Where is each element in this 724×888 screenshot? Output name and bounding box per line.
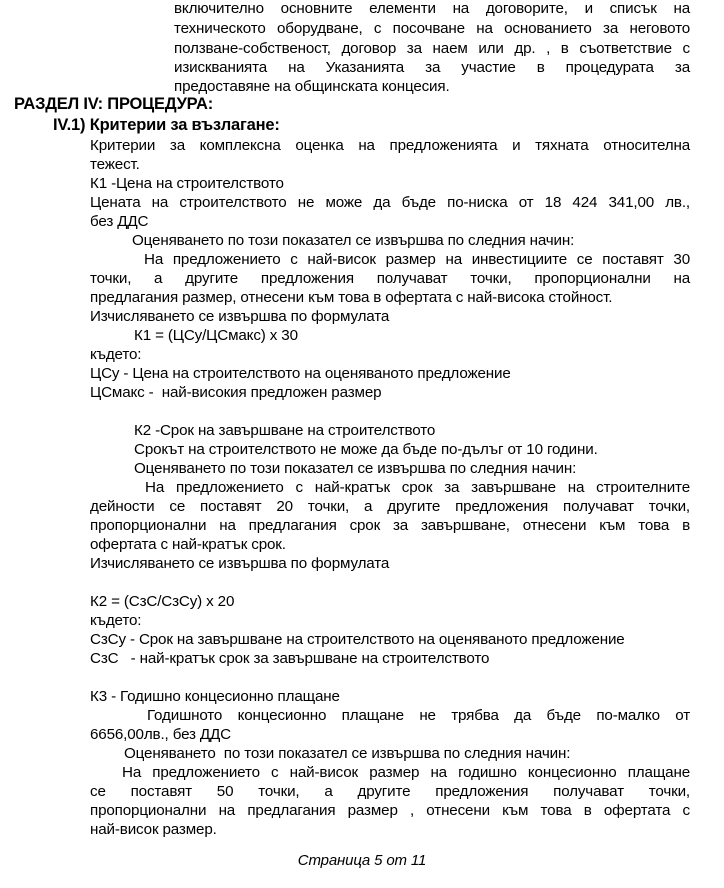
subsection-heading: IV.1) Критерии за възлагане: <box>53 116 280 134</box>
formula: К1 = (ЦСу/ЦСмакс) х 30 <box>134 327 298 344</box>
text-line: пропорционални на предлагания размер , отнесени към това в офертата с <box>90 802 690 819</box>
section-heading: РАЗДЕЛ IV: ПРОЦЕДУРА: <box>14 95 214 113</box>
formula-intro: Изчисляването се извършва по формулата <box>90 308 390 325</box>
text-line: 6656,00лв., без ДДС <box>90 726 232 743</box>
criterion-title: К3 - Годишно концесионно плащане <box>90 688 340 705</box>
text-line: точки, а другите предложения получават точки, пропорционални на <box>90 270 690 287</box>
text-line: Критерии за комплексна оценка на предложенията и тяхната относителна <box>90 137 690 154</box>
criterion-title: К1 -Цена на строителството <box>90 175 284 192</box>
criterion-title: К2 -Срок на завършване на строителството <box>134 422 436 439</box>
text-line: офертата с най-кратък срок. <box>90 536 286 553</box>
formula: К2 = (СзС/СзСу) х 20 <box>90 593 235 610</box>
text-line: включително основните елементи на договорите, и списък на <box>174 0 690 17</box>
where-label: където: <box>90 346 142 363</box>
definition: ЦСу - Цена на строителството на оценяваното предложение <box>90 365 511 382</box>
text-line: дейности се поставят 20 точки, а другите предложения получават точки, <box>90 498 690 515</box>
text-line: На предложението с най-висок размер на инвестициите се поставят 30 <box>144 251 690 268</box>
formula-intro: Изчисляването се извършва по формулата <box>90 555 390 572</box>
method-intro: Оценяването по този показател се извършва по следния начин: <box>134 460 577 477</box>
text-line: изискванията на Указанията за участие в процедурата за <box>174 59 690 76</box>
text-line: тежест. <box>90 156 140 173</box>
text-line: най-висок размер. <box>90 821 217 838</box>
text-line: пропорционални на предлагания срок за завършване, отнесени към това в <box>90 517 690 534</box>
text-line: ползване-собственост, договор за наем или др. , в съответствие с <box>174 40 690 57</box>
method-intro: Оценяването по този показател се извършва по следния начин: <box>124 745 571 762</box>
page-number: Страница 5 от 11 <box>297 852 427 869</box>
text-line: без ДДС <box>90 213 149 230</box>
text-line: техническото оборудване, с посочване на основанието за неговото <box>174 20 690 37</box>
text-line: се поставят 50 точки, а другите предложения получават точки, <box>90 783 690 800</box>
where-label: където: <box>90 612 142 629</box>
text-line: Срокът на строителството не може да бъде по-дълъг от 10 години. <box>134 441 598 458</box>
method-intro: Оценяването по този показател се извършва по следния начин: <box>132 232 575 249</box>
text-line: предлагания размер, отнесени към това в офертата с най-висока стойност. <box>90 289 613 306</box>
text-line: Годишното концесионно плащане не трябва да бъде по-малко от <box>147 707 690 724</box>
text-line: предоставяне на общинската концесия. <box>174 78 450 95</box>
text-line: Цената на строителството не може да бъде по-ниска от 18 424 341,00 лв., <box>90 194 690 211</box>
text-line: На предложението с най-висок размер на годишно концесионно плащане <box>122 764 690 781</box>
text-line: На предложението с най-кратък срок за завършване на строителните <box>145 479 690 496</box>
definition: СзСу - Срок на завършване на строителството на оценяваното предложение <box>90 631 625 648</box>
definition: СзС - най-кратък срок за завършване на строителството <box>90 650 490 667</box>
definition: ЦСмакс - най-високия предложен размер <box>90 384 382 401</box>
